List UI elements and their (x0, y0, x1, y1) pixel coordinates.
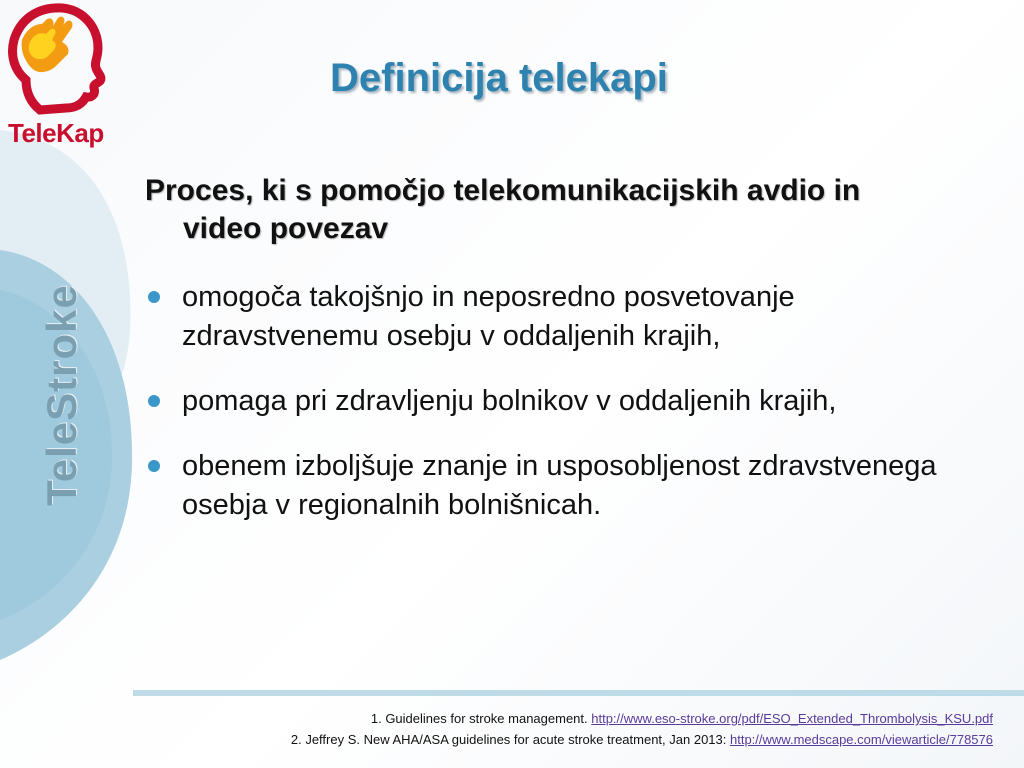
reference-text: 1. Guidelines for stroke management. (370, 711, 592, 726)
reference-item (291, 708, 993, 729)
bullet-item (145, 382, 945, 421)
reference-link[interactable]: http://www.medscape.com/viewarticle/778576 (729, 732, 993, 747)
bullet-text: obenem izboljšuje znanje in usposobljenost zdravstvenega osebja v regionalnih bolnišnicah. (182, 450, 937, 521)
bullet-list (145, 278, 945, 525)
intro-text: Proces, ki s pomočjo telekomunikacijskih avdio in video povezav (145, 174, 861, 245)
reference-text: 2. Jeffrey S. New AHA/ASA guidelines for acute stroke treatment, Jan 2013: (290, 732, 730, 747)
bullet-dot-icon (148, 291, 160, 303)
bullet-dot-icon (148, 395, 160, 407)
bullet-item (145, 447, 945, 525)
reference-item (291, 729, 993, 750)
bullet-dot-icon (148, 460, 160, 472)
bullet-text: omogoča takojšnjo in neposredno posvetovanje zdravstvenemu osebju v oddaljenih krajih, (182, 281, 795, 352)
side-brand-text: TeleStroke (38, 284, 85, 506)
bullet-item (145, 278, 945, 356)
slide-content (145, 172, 945, 551)
telekap-logo (0, 0, 110, 160)
footer-divider (133, 690, 1024, 696)
head-hand-logo-icon (0, 0, 110, 120)
slide-title: Definicija telekapi (330, 56, 668, 100)
references (291, 708, 993, 750)
bullet-text: pomaga pri zdravljenju bolnikov v oddaljenih krajih, (182, 385, 837, 417)
logo-text: TeleKap (8, 118, 104, 148)
reference-link[interactable]: http://www.eso-stroke.org/pdf/ESO_Extended_Thrombolysis_KSU.pdf (591, 711, 993, 726)
